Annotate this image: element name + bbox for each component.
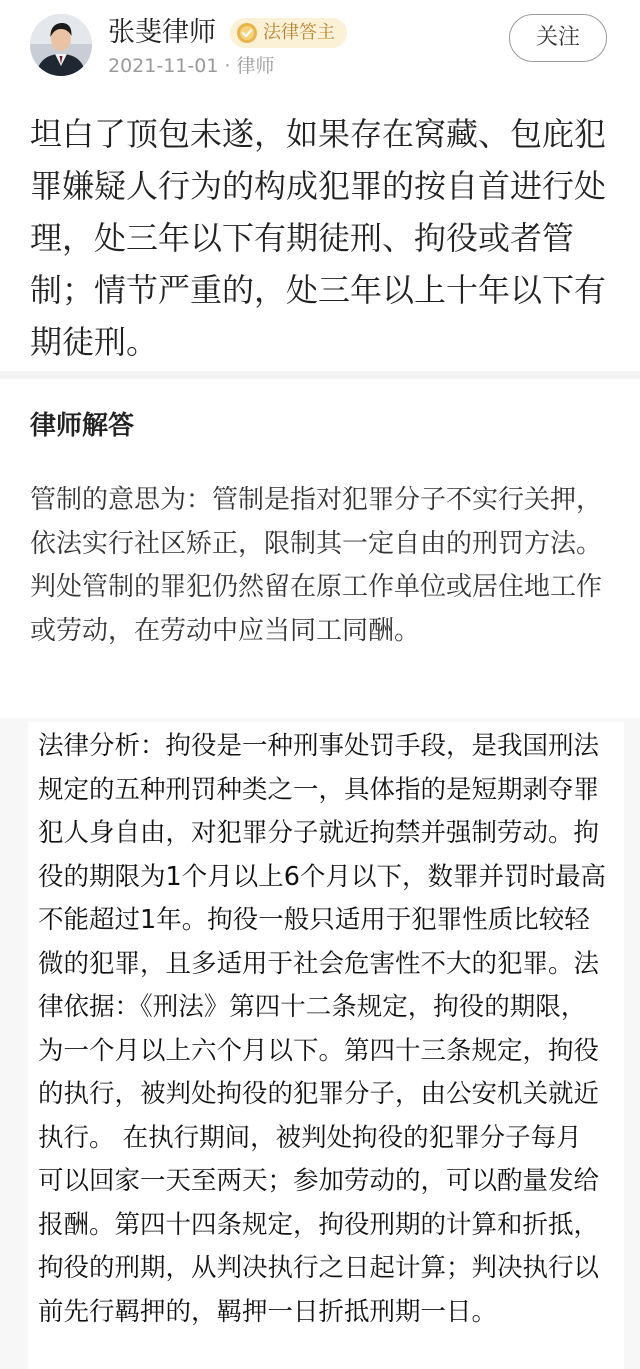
legal-analysis-text: 法律分析：拘役是一种刑事处罚手段，是我国刑法规定的五种刑罚种类之一，具体指的是短期剥夺罪犯人身自由，对犯罪分子就近拘禁并强制劳动。拘役的期限为1个月以上6个月以下，数罪并罚时最高不能超过1年。拘役一般只适用于犯罪性质比较轻微的犯罪，且多适用于社会危害性不大的犯罪。法律依据：《刑法》第四十二条规定，拘役的期限，为一个月以上六个月以下。第四十三条规定，拘役的执行，被判处拘役的犯罪分子，由公安机关就近执行。 在执行期间，被判处拘役的犯罪分子每月可以回家一天至两天；参加劳动的，可以酌量发给报酬。第四十四条规定，拘役刑期的计算和折抵，拘役的刑期，从判决执行之日起计算；判决执行以前先行羁押的，羁押一日折抵刑期一日。 (38, 731, 606, 1327)
author-role: 律师 (236, 55, 275, 77)
post-meta (108, 54, 274, 78)
expert-badge (230, 18, 347, 48)
question-text: 坦白了顶包未遂，如果存在窝藏、包庇犯罪嫌疑人行为的构成犯罪的按自首进行处理，处三年以下有期徒刑、拘役或者管制；情节严重的，处三年以上十年以下有期徒刑。 (30, 115, 607, 361)
answer-heading: 律师解答 (30, 411, 135, 441)
author-header (0, 0, 640, 90)
answer-body: 管制的意思为：管制是指对犯罪分子不实行关押，依法实行社区矫正，限制其一定自由的刑罚方法。判处管制的罪犯仍然留在原工作单位或居住地工作或劳动，在劳动中应当同工同酬。 (30, 485, 603, 646)
lawyer-avatar-image (30, 14, 92, 76)
follow-button[interactable]: 关注 (509, 14, 607, 62)
badge-label: 法律答主 (263, 22, 335, 43)
post-date: 2021-11-01 (108, 55, 219, 77)
meta-separator: · (224, 55, 231, 77)
section-divider (0, 371, 640, 379)
avatar[interactable] (30, 14, 92, 76)
author-name[interactable]: 张斐律师 (108, 17, 216, 48)
verified-medal-icon (236, 22, 258, 44)
